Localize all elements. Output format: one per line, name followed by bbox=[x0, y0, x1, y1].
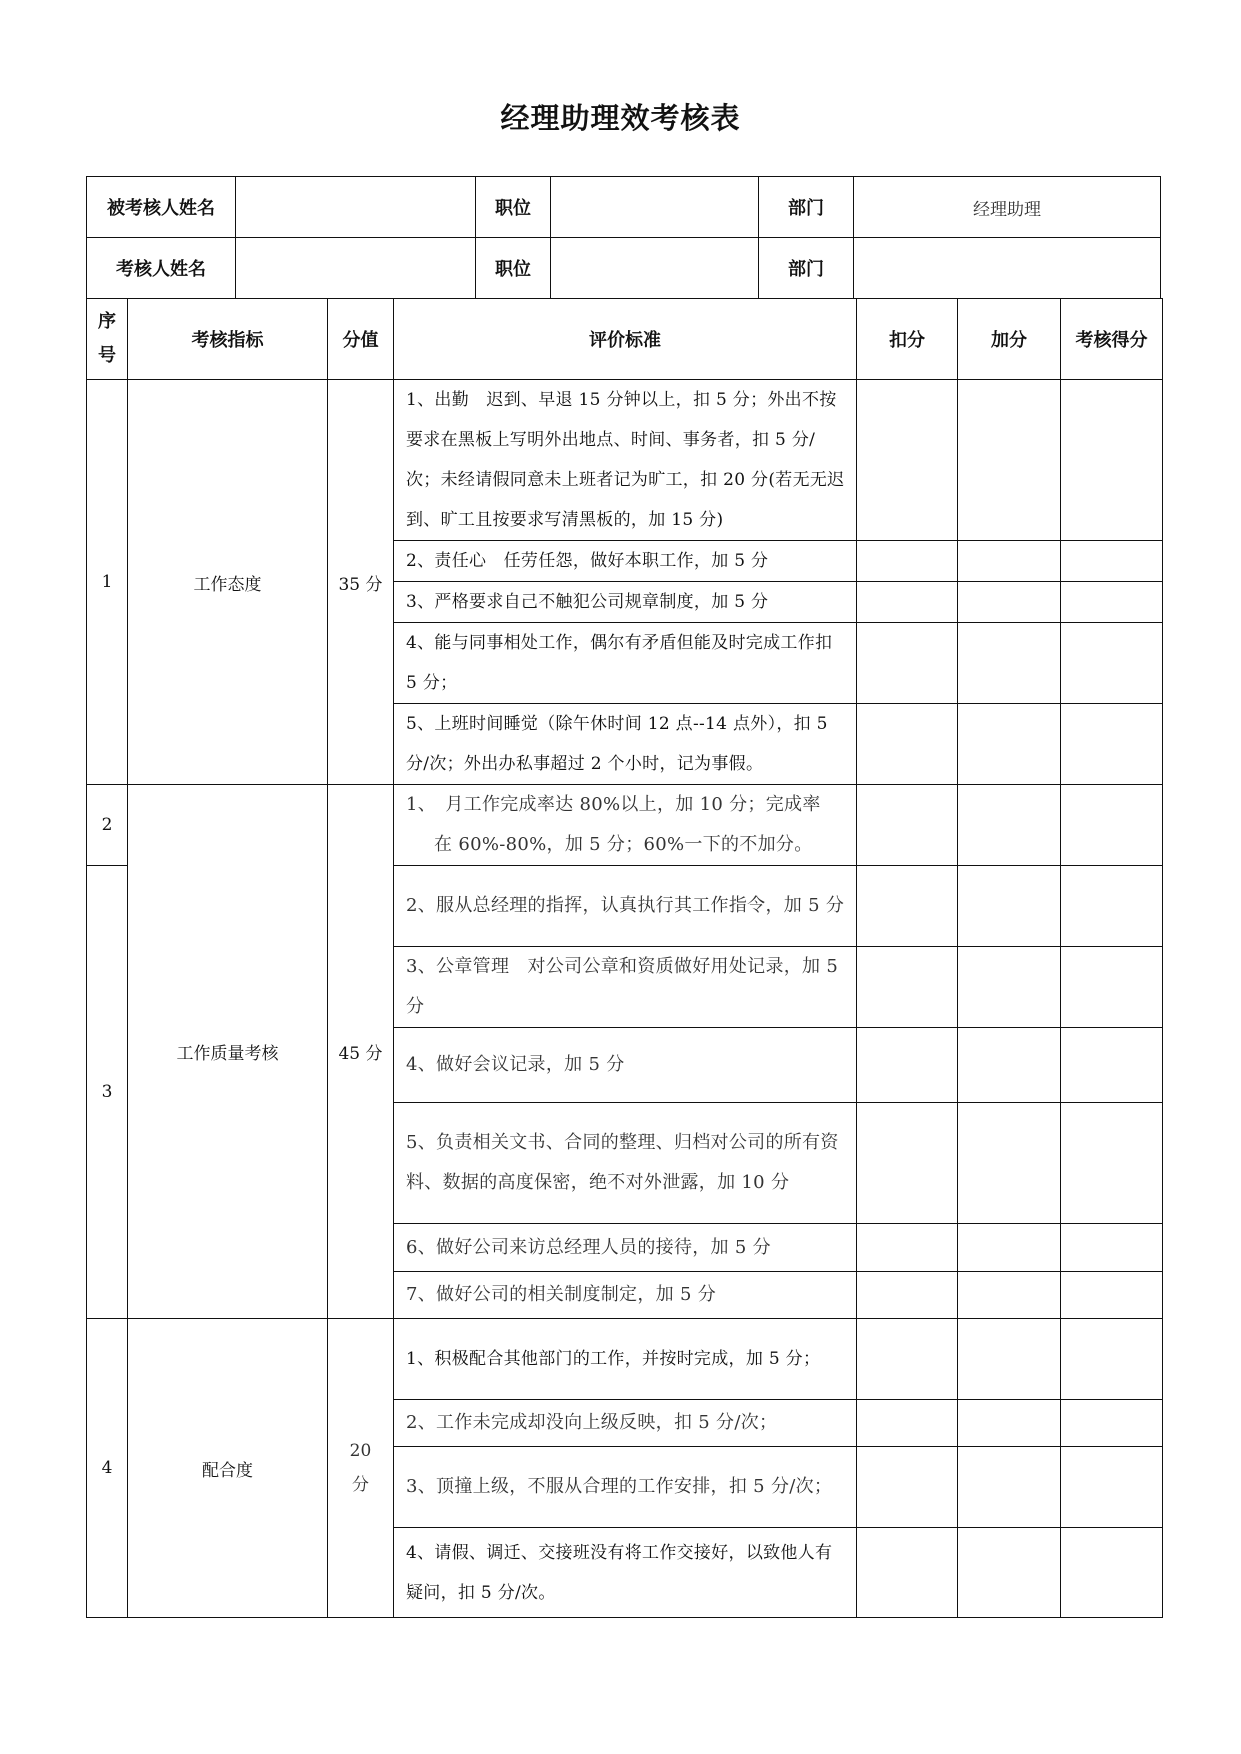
criteria-cell: 1、出勤 迟到、早退 15 分钟以上，扣 5 分；外出不按要求在黑板上写明外出地点、时间、事务者，扣 5 分/次；未经请假同意未上班者记为旷工，扣 20 分(若无无迟到、旷工且按要求写清黑板的，加 15 分) bbox=[394, 380, 857, 541]
total-cell[interactable] bbox=[1061, 1528, 1163, 1618]
seq-header bbox=[87, 299, 128, 380]
add-cell[interactable] bbox=[958, 582, 1061, 623]
total-cell[interactable] bbox=[1061, 866, 1163, 947]
criteria-cell bbox=[394, 785, 857, 866]
evaluator-position-label: 职位 bbox=[476, 238, 551, 299]
deduct-cell[interactable] bbox=[857, 582, 958, 623]
add-cell[interactable] bbox=[958, 1028, 1061, 1103]
add-cell[interactable] bbox=[958, 541, 1061, 582]
deduct-header: 扣分 bbox=[857, 299, 958, 380]
add-cell[interactable] bbox=[958, 1319, 1061, 1400]
criteria-cell: 5、上班时间睡觉（除午休时间 12 点--14 点外），扣 5 分/次；外出办私事超过 2 个小时，记为事假。 bbox=[394, 704, 857, 785]
total-cell[interactable] bbox=[1061, 582, 1163, 623]
score-unit: 分 bbox=[352, 1475, 369, 1495]
deduct-cell[interactable] bbox=[857, 785, 958, 866]
seq-cell: 2 bbox=[87, 785, 128, 866]
add-cell[interactable] bbox=[958, 1447, 1061, 1528]
total-cell[interactable] bbox=[1061, 623, 1163, 704]
add-cell[interactable] bbox=[958, 1400, 1061, 1447]
deduct-cell[interactable] bbox=[857, 1400, 958, 1447]
deduct-cell[interactable] bbox=[857, 1319, 958, 1400]
total-cell[interactable] bbox=[1061, 947, 1163, 1028]
add-cell[interactable] bbox=[958, 1272, 1061, 1319]
criteria-cell: 7、做好公司的相关制度制定，加 5 分 bbox=[394, 1272, 857, 1319]
criteria-cell: 3、严格要求自己不触犯公司规章制度，加 5 分 bbox=[394, 582, 857, 623]
table-row bbox=[87, 380, 1163, 541]
criteria-cell: 3、顶撞上级，不服从合理的工作安排，扣 5 分/次； bbox=[394, 1447, 857, 1528]
criteria-cell: 2、工作未完成却没向上级反映，扣 5 分/次； bbox=[394, 1400, 857, 1447]
total-cell[interactable] bbox=[1061, 380, 1163, 541]
deduct-cell[interactable] bbox=[857, 866, 958, 947]
page-title: 经理助理效考核表 bbox=[500, 101, 741, 135]
total-cell[interactable] bbox=[1061, 1319, 1163, 1400]
score-value: 20 bbox=[349, 1441, 372, 1461]
criteria-line: 1、 月工作完成率达 80%以上，加 10 分；完成率 bbox=[406, 794, 821, 815]
evaluator-name-label: 考核人姓名 bbox=[87, 238, 236, 299]
criteria-cell: 1、积极配合其他部门的工作，并按时完成，加 5 分； bbox=[394, 1319, 857, 1400]
deduct-cell[interactable] bbox=[857, 1528, 958, 1618]
add-cell[interactable] bbox=[958, 623, 1061, 704]
table-header-row bbox=[87, 299, 1163, 380]
evaluator-dept-label: 部门 bbox=[759, 238, 854, 299]
evaluatee-row bbox=[87, 177, 1161, 238]
deduct-cell[interactable] bbox=[857, 1224, 958, 1272]
evaluatee-position-label: 职位 bbox=[476, 177, 551, 238]
total-cell[interactable] bbox=[1061, 1400, 1163, 1447]
info-table bbox=[86, 176, 1161, 299]
total-cell[interactable] bbox=[1061, 1224, 1163, 1272]
criteria-cell: 4、能与同事相处工作，偶尔有矛盾但能及时完成工作扣 5 分； bbox=[394, 623, 857, 704]
total-cell[interactable] bbox=[1061, 1103, 1163, 1224]
criteria-line: 在 60%-80%，加 5 分；60%一下的不加分。 bbox=[434, 834, 813, 855]
total-cell[interactable] bbox=[1061, 541, 1163, 582]
evaluatee-position-field[interactable] bbox=[551, 177, 759, 238]
criteria-cell: 2、责任心 任劳任怨，做好本职工作，加 5 分 bbox=[394, 541, 857, 582]
deduct-cell[interactable] bbox=[857, 704, 958, 785]
criteria-cell: 5、负责相关文书、合同的整理、归档对公司的所有资料、数据的高度保密，绝不对外泄露，加 10 分 bbox=[394, 1103, 857, 1224]
deduct-cell[interactable] bbox=[857, 1272, 958, 1319]
add-cell[interactable] bbox=[958, 1103, 1061, 1224]
table-row bbox=[87, 1319, 1163, 1400]
evaluator-dept-field[interactable] bbox=[854, 238, 1161, 299]
total-cell[interactable] bbox=[1061, 1028, 1163, 1103]
deduct-cell[interactable] bbox=[857, 541, 958, 582]
evaluator-row bbox=[87, 238, 1161, 299]
criteria-cell: 2、服从总经理的指挥，认真执行其工作指令，加 5 分 bbox=[394, 866, 857, 947]
evaluator-name-field[interactable] bbox=[236, 238, 476, 299]
total-cell[interactable] bbox=[1061, 1447, 1163, 1528]
evaluation-table bbox=[86, 298, 1163, 1618]
deduct-cell[interactable] bbox=[857, 623, 958, 704]
add-cell[interactable] bbox=[958, 1224, 1061, 1272]
criteria-header: 评价标准 bbox=[394, 299, 857, 380]
indicator-cell: 配合度 bbox=[128, 1319, 328, 1618]
indicator-cell: 工作态度 bbox=[128, 380, 328, 785]
deduct-cell[interactable] bbox=[857, 1103, 958, 1224]
add-cell[interactable] bbox=[958, 704, 1061, 785]
add-cell[interactable] bbox=[958, 866, 1061, 947]
seq-cell: 1 bbox=[87, 380, 128, 785]
evaluatee-name-label: 被考核人姓名 bbox=[87, 177, 236, 238]
criteria-cell: 4、做好会议记录，加 5 分 bbox=[394, 1028, 857, 1103]
add-cell[interactable] bbox=[958, 380, 1061, 541]
criteria-cell: 6、做好公司来访总经理人员的接待，加 5 分 bbox=[394, 1224, 857, 1272]
score-cell bbox=[328, 1319, 394, 1618]
seq-cell: 3 bbox=[87, 866, 128, 1319]
total-cell[interactable] bbox=[1061, 704, 1163, 785]
evaluatee-name-field[interactable] bbox=[236, 177, 476, 238]
deduct-cell[interactable] bbox=[857, 947, 958, 1028]
score-cell: 45 分 bbox=[328, 785, 394, 1319]
seq-header-line1: 序 bbox=[98, 311, 116, 332]
deduct-cell[interactable] bbox=[857, 1447, 958, 1528]
total-cell[interactable] bbox=[1061, 785, 1163, 866]
table-row bbox=[87, 785, 1163, 866]
criteria-cell: 3、公章管理 对公司公章和资质做好用处记录，加 5 分 bbox=[394, 947, 857, 1028]
add-cell[interactable] bbox=[958, 785, 1061, 866]
deduct-cell[interactable] bbox=[857, 380, 958, 541]
seq-cell: 4 bbox=[87, 1319, 128, 1618]
add-cell[interactable] bbox=[958, 1528, 1061, 1618]
evaluatee-dept-label: 部门 bbox=[759, 177, 854, 238]
deduct-cell[interactable] bbox=[857, 1028, 958, 1103]
indicator-cell: 工作质量考核 bbox=[128, 785, 328, 1319]
add-header: 加分 bbox=[958, 299, 1061, 380]
score-header: 分值 bbox=[328, 299, 394, 380]
total-cell[interactable] bbox=[1061, 1272, 1163, 1319]
indicator-header: 考核指标 bbox=[128, 299, 328, 380]
seq-header-line2: 号 bbox=[98, 345, 116, 366]
add-cell[interactable] bbox=[958, 947, 1061, 1028]
criteria-cell: 4、请假、调迁、交接班没有将工作交接好，以致他人有疑问，扣 5 分/次。 bbox=[394, 1528, 857, 1618]
total-header: 考核得分 bbox=[1061, 299, 1163, 380]
score-cell: 35 分 bbox=[328, 380, 394, 785]
evaluatee-dept-field[interactable]: 经理助理 bbox=[854, 177, 1161, 238]
evaluator-position-field[interactable] bbox=[551, 238, 759, 299]
